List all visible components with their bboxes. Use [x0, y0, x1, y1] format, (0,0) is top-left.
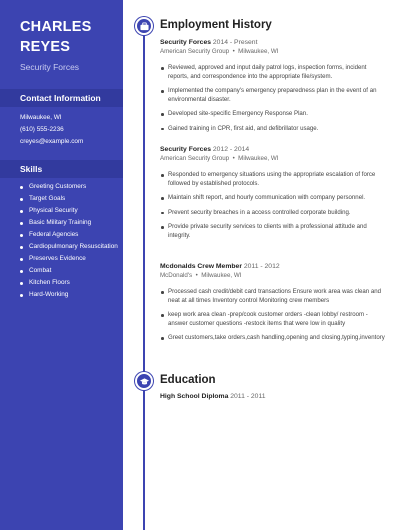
skill-item: Preserves Evidence — [20, 253, 118, 265]
candidate-name — [20, 17, 92, 57]
job-entry-1 — [160, 39, 385, 140]
job-company-line: McDonald's • Milwaukee, WI — [160, 272, 242, 279]
job-role: Security Forces — [160, 39, 211, 46]
job-bullet: Responded to emergency situations using the appropriate escalation of force followed by established protocols. — [160, 171, 385, 188]
education-dates: 2011 - 2011 — [230, 393, 266, 400]
job-title: Security Forces — [20, 62, 80, 72]
job-location: Milwaukee, WI — [238, 155, 279, 162]
job-bullet: Provide private security services to clients with a professional attitude and integrity. — [160, 223, 385, 240]
contact-info — [20, 112, 83, 148]
job-company-line: American Security Group • Milwaukee, WI — [160, 155, 279, 162]
job-title-line — [160, 263, 385, 270]
skill-item: Federal Agencies — [20, 229, 118, 241]
skill-item: Kitchen Floors — [20, 277, 118, 289]
job-bullet: Reviewed, approved and input daily patrol logs, inspection forms, incident reports, and correspondence into the appropriate file/system. — [160, 64, 385, 81]
skills-heading: Skills — [0, 160, 123, 178]
job-dates: 2014 - Present — [212, 39, 258, 46]
job-title-line — [160, 146, 385, 153]
education-heading: Education — [160, 374, 216, 386]
job-entry-3 — [160, 263, 385, 349]
name-first: CHARLES — [20, 19, 92, 35]
job-company-line: American Security Group • Milwaukee, WI — [160, 48, 279, 55]
employment-heading: Employment History — [160, 19, 272, 31]
job-entry-2 — [160, 146, 385, 247]
skill-item: Combat — [20, 265, 118, 277]
timeline-line — [143, 26, 145, 530]
education-entry — [160, 393, 266, 400]
job-bullet: Gained training in CPR, first aid, and defibrillator usage. — [160, 125, 385, 134]
job-bullet: Developed site-specific Emergency Response Plan. — [160, 110, 385, 119]
job-bullets — [160, 171, 385, 241]
job-location: Milwaukee, WI — [238, 48, 279, 55]
degree: High School Diploma — [160, 393, 229, 400]
skill-item: Target Goals — [20, 193, 118, 205]
skills-list — [20, 181, 118, 301]
contact-email[interactable]: creyes@example.com — [20, 138, 84, 145]
skill-item: Hard-Working — [20, 289, 118, 301]
job-bullet: Greet customers,take orders,cash handling,opening and closing,typing,inventory — [160, 334, 385, 343]
job-role: Security Forces — [160, 146, 211, 153]
job-company: McDonald's — [160, 272, 193, 279]
graduation-cap-icon — [135, 372, 153, 390]
job-bullet: Processed cash credit/debit card transactions Ensure work area was clean and neat at all times Inventory control Monitoring crew members — [160, 288, 385, 305]
job-bullet: Maintain shift report, and hourly communication with company personnel. — [160, 194, 385, 203]
name-last: REYES — [20, 39, 71, 55]
contact-phone: (610) 555-2236 — [20, 126, 64, 133]
job-dates: 2012 - 2014 — [212, 146, 250, 153]
skill-item: Basic Military Training — [20, 217, 118, 229]
job-title-line — [160, 39, 385, 46]
job-location: Milwaukee, WI — [201, 272, 242, 279]
contact-heading: Contact Information — [0, 89, 123, 107]
sidebar — [0, 0, 123, 530]
job-bullets — [160, 288, 385, 343]
job-company: American Security Group — [160, 48, 230, 55]
job-role: Mcdonalds Crew Member — [160, 263, 242, 270]
skill-item: Physical Security — [20, 205, 118, 217]
job-bullet: keep work area clean -prep/cook customer orders -clean lobby/ restroom -answer customer questions -restock items that were low in quality — [160, 311, 385, 328]
contact-location: Milwaukee, WI — [20, 114, 62, 121]
job-bullet: Prevent security breaches in a access controlled corporate building. — [160, 209, 385, 218]
job-dates: 2011 - 2012 — [243, 263, 280, 270]
job-bullet: Implemented the company's emergency preparedness plan in the event of an environmental disaster. — [160, 87, 385, 104]
job-company: American Security Group — [160, 155, 230, 162]
skill-item: Greeting Customers — [20, 181, 118, 193]
briefcase-icon — [135, 17, 153, 35]
skill-item: Cardiopulmonary Resuscitation — [20, 241, 118, 253]
job-bullets — [160, 64, 385, 134]
